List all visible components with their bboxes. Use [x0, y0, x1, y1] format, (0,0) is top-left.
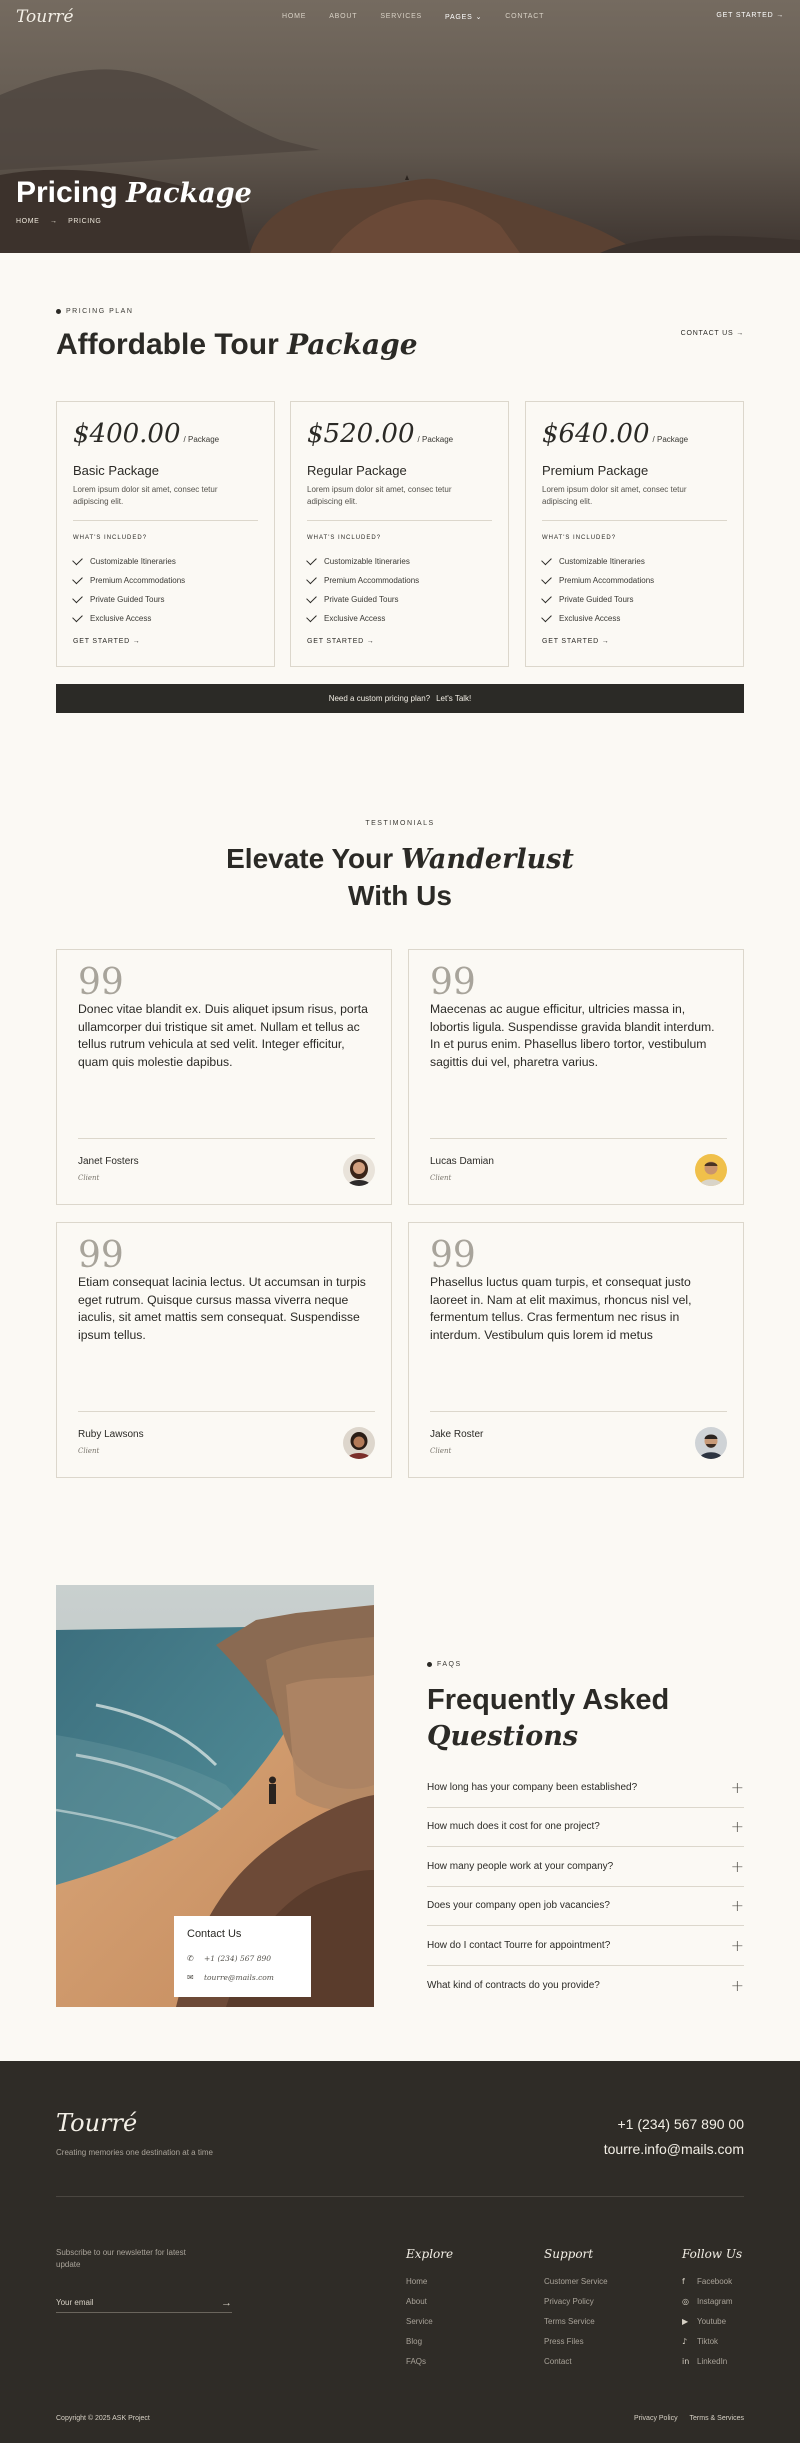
check-icon — [72, 611, 83, 622]
site-logo[interactable]: Tourré — [16, 7, 74, 27]
plan-description: Lorem ipsum dolor sit amet, consec tetur adipiscing elit. — [73, 485, 218, 506]
avatar — [343, 1154, 375, 1186]
footer-link-about[interactable]: About — [406, 2296, 427, 2306]
contact-phone-row[interactable] — [187, 1954, 271, 1963]
nav-pages[interactable] — [445, 13, 482, 21]
plan-feature — [73, 571, 185, 590]
divider — [56, 2196, 744, 2197]
footer-logo[interactable]: Tourré — [56, 2109, 138, 2137]
plan-price-per: / Package — [183, 435, 220, 444]
plan-feature-label: Private Guided Tours — [90, 595, 165, 604]
check-icon — [72, 573, 83, 584]
breadcrumb — [16, 218, 109, 225]
page-title-italic: Package — [126, 178, 252, 209]
check-icon — [306, 573, 317, 584]
contact-email: tourre@mails.com — [204, 1973, 274, 1982]
check-icon — [72, 554, 83, 565]
pricing-eyebrow-label: PRICING PLAN — [66, 308, 134, 315]
plus-icon: + — [730, 1817, 744, 1837]
footer — [0, 2061, 800, 2443]
tiktok-icon: ♪ — [682, 2336, 688, 2346]
privacy-policy-link[interactable]: Privacy Policy — [634, 2415, 678, 2422]
check-icon — [306, 554, 317, 565]
check-icon — [306, 592, 317, 603]
contact-card-title: Contact Us — [187, 1928, 242, 1940]
pricing-heading-plain: Affordable Tour — [56, 328, 279, 361]
plan-feature — [73, 609, 185, 628]
footer-link-facebook[interactable] — [682, 2271, 742, 2291]
newsletter-text: Subscribe to our newsletter for latest update — [56, 2248, 186, 2269]
faq-question: What kind of contracts do you provide? — [427, 1979, 600, 1991]
check-icon — [72, 592, 83, 603]
plan-feature-label: Premium Accommodations — [90, 576, 186, 585]
faq-list — [427, 1768, 744, 2005]
pricing-eyebrow — [56, 308, 133, 315]
testimonial-role: Client — [78, 1174, 100, 1182]
faq-item[interactable] — [427, 1887, 744, 1927]
testimonials-heading — [0, 841, 800, 914]
plan-feature-label: Private Guided Tours — [324, 595, 399, 604]
plan-feature-label: Customizable Itineraries — [90, 557, 176, 566]
contact-card — [174, 1916, 311, 1997]
page-title-plain: Pricing — [16, 176, 118, 209]
footer-tagline: Creating memories one destination at a time — [56, 2148, 213, 2157]
chevron-down-icon: ⌄ — [475, 14, 483, 21]
instagram-icon: ◎ — [682, 2296, 689, 2306]
plan-price-value: $640.00 — [542, 419, 650, 449]
social-label: Facebook — [697, 2276, 733, 2286]
faq-eyebrow — [427, 1661, 462, 1668]
plan-feature — [542, 590, 654, 609]
social-label: Youtube — [697, 2316, 727, 2326]
plan-feature-label: Exclusive Access — [559, 614, 621, 623]
footer-link-youtube[interactable] — [682, 2311, 742, 2331]
divider — [78, 1411, 375, 1412]
testimonial-author: Lucas Damian — [430, 1156, 494, 1167]
plan-name: Regular Package — [307, 463, 407, 478]
faq-item[interactable] — [427, 1847, 744, 1887]
testimonial-card — [56, 949, 392, 1205]
footer-legal-links — [624, 2415, 744, 2422]
divider — [78, 1138, 375, 1139]
check-icon — [306, 611, 317, 622]
pricing-card-premium — [525, 401, 744, 667]
nav-contact[interactable]: CONTACT — [505, 13, 545, 20]
testimonial-card — [408, 1222, 744, 1478]
faq-eyebrow-label: FAQS — [437, 1661, 462, 1668]
divider — [73, 520, 258, 521]
nav-about[interactable]: ABOUT — [329, 13, 358, 20]
nav-home[interactable]: HOME — [282, 13, 307, 20]
quote-icon: 99 — [78, 1235, 124, 1276]
plan-price — [73, 419, 219, 449]
footer-link-customer-service[interactable]: Customer Service — [544, 2276, 608, 2286]
plus-icon: + — [730, 1777, 744, 1797]
youtube-icon: ▶ — [682, 2316, 689, 2326]
faq-question: How do I contact Tourre for appointment? — [427, 1939, 611, 1951]
plan-feature-list — [542, 552, 654, 628]
footer-link-tiktok[interactable] — [682, 2331, 742, 2351]
testimonial-text: Phasellus luctus quam turpis, et consequat justo laoreet in. Nam at elit maximus, rhoncus nisl vel, fermentum tellus. Cras fermentum nec risus in interdum. Vestibulum quis lorem id metus — [430, 1275, 692, 1342]
plan-feature-label: Premium Accommodations — [324, 576, 420, 585]
contact-us-link[interactable]: CONTACT US → — [680, 330, 744, 337]
nav-pages-label: PAGES — [445, 14, 473, 21]
plan-get-started-button[interactable]: GET STARTED → — [542, 638, 610, 645]
plan-feature — [542, 571, 654, 590]
plan-feature — [307, 552, 419, 571]
bullet-dot-icon — [56, 309, 61, 314]
plan-name: Premium Package — [542, 463, 649, 478]
testimonials-eyebrow: TESTIMONIALS — [365, 820, 435, 827]
footer-link-home[interactable]: Home — [406, 2276, 428, 2286]
footer-link-contact[interactable]: Contact — [544, 2356, 572, 2366]
plan-feature-label: Exclusive Access — [324, 614, 386, 623]
faq-heading-italic: Questions — [427, 1721, 579, 1752]
newsletter-email-input[interactable] — [56, 2293, 232, 2313]
plan-feature — [307, 609, 419, 628]
footer-link-instagram[interactable] — [682, 2291, 742, 2311]
plan-feature — [542, 552, 654, 571]
footer-column-heading: Explore — [406, 2247, 454, 2261]
plus-icon: + — [730, 1856, 744, 1876]
footer-email[interactable]: tourre.info@mails.com — [603, 2141, 744, 2157]
plan-description: Lorem ipsum dolor sit amet, consec tetur adipiscing elit. — [307, 485, 452, 506]
footer-phone[interactable]: +1 (234) 567 890 00 — [617, 2116, 744, 2132]
plan-feature-label: Premium Accommodations — [559, 576, 655, 585]
check-icon — [541, 554, 552, 565]
contact-email-row[interactable] — [187, 1973, 274, 1982]
avatar — [343, 1427, 375, 1459]
testimonial-text: Etiam consequat lacinia lectus. Ut accumsan in turpis eget rutrum. Quisque cursus massa viverra neque iaculis, sit amet mattis sem consequat. Suspendisse ipsum tellus. — [78, 1275, 366, 1342]
plan-feature — [73, 590, 185, 609]
faq-question: How long has your company been established? — [427, 1781, 638, 1793]
pricing-heading-italic: Package — [287, 328, 418, 361]
faq-item[interactable] — [427, 1966, 744, 2006]
faq-item[interactable] — [427, 1926, 744, 1966]
divider — [430, 1138, 727, 1139]
faq-question: How many people work at your company? — [427, 1860, 614, 1872]
avatar — [695, 1427, 727, 1459]
testimonial-role: Client — [78, 1447, 100, 1455]
faq-item[interactable] — [427, 1768, 744, 1808]
facebook-icon: f — [682, 2276, 685, 2286]
plan-price — [307, 419, 453, 449]
faq-question: How much does it cost for one project? — [427, 1821, 600, 1833]
hero-background-image — [0, 0, 800, 253]
breadcrumb-home[interactable]: HOME — [16, 218, 40, 225]
nav-services[interactable]: SERVICES — [380, 13, 423, 20]
divider — [307, 520, 492, 521]
testimonials-heading-plain: Elevate Your — [226, 843, 394, 874]
testimonial-text: Donec vitae blandit ex. Duis aliquet ipsum risus, porta ullamcorper dui tristique sit amet. Nullam et tellus ac tellus rutrum vehicula at sed velit. Integer efficitur, quam quis molestie dapibus. — [78, 1002, 368, 1069]
testimonial-role: Client — [430, 1447, 452, 1455]
footer-link-linkedin[interactable] — [682, 2351, 742, 2371]
testimonials-heading-italic: Wanderlust — [400, 844, 574, 875]
divider — [430, 1411, 727, 1412]
custom-pricing-banner — [56, 684, 744, 713]
lets-talk-link[interactable]: Let's Talk! — [436, 694, 472, 703]
plan-price-value: $400.00 — [73, 419, 181, 449]
footer-link-terms-service[interactable]: Terms Service — [544, 2316, 595, 2326]
plan-feature-label: Exclusive Access — [90, 614, 152, 623]
copyright: Copyright © 2025 ASK Project — [56, 2415, 150, 2422]
header-get-started-button[interactable]: GET STARTED → — [716, 12, 784, 19]
testimonial-author: Ruby Lawsons — [78, 1429, 144, 1440]
plan-feature-label: Customizable Itineraries — [324, 557, 410, 566]
plus-icon: + — [730, 1896, 744, 1916]
pricing-card-basic — [56, 401, 275, 667]
footer-social-column — [682, 2247, 742, 2371]
linkedin-icon: in — [682, 2356, 690, 2366]
avatar — [695, 1154, 727, 1186]
check-icon — [541, 592, 552, 603]
footer-explore-column — [406, 2247, 453, 2371]
custom-pricing-text: Need a custom pricing plan? — [328, 694, 431, 703]
plan-feature — [307, 590, 419, 609]
plus-icon: + — [730, 1975, 744, 1995]
quote-icon: 99 — [430, 1235, 476, 1276]
footer-link-privacy-policy[interactable]: Privacy Policy — [544, 2296, 594, 2306]
footer-support-column — [544, 2247, 608, 2371]
arrow-right-icon: → — [49, 218, 58, 225]
footer-link-blog[interactable]: Blog — [406, 2336, 423, 2346]
plan-get-started-button[interactable]: GET STARTED → — [307, 638, 375, 645]
social-label: LinkedIn — [697, 2356, 728, 2366]
arrow-right-icon[interactable]: → — [221, 2296, 232, 2309]
plan-feature-label: Private Guided Tours — [559, 595, 634, 604]
phone-icon: ✆ — [187, 1954, 194, 1963]
testimonial-role: Client — [430, 1174, 452, 1182]
plan-feature — [542, 609, 654, 628]
testimonial-card — [408, 949, 744, 1205]
faq-item[interactable] — [427, 1808, 744, 1848]
quote-icon: 99 — [78, 962, 124, 1003]
plan-description: Lorem ipsum dolor sit amet, consec tetur adipiscing elit. — [542, 485, 687, 506]
quote-icon: 99 — [430, 962, 476, 1003]
footer-column-heading: Follow Us — [682, 2247, 743, 2261]
plan-get-started-button[interactable]: GET STARTED → — [73, 638, 141, 645]
testimonial-author: Jake Roster — [430, 1429, 484, 1440]
footer-link-service[interactable]: Service — [406, 2316, 433, 2326]
social-label: Instagram — [697, 2296, 733, 2306]
plan-included-label: WHAT'S INCLUDED? — [542, 535, 617, 541]
newsletter-placeholder: Your email — [56, 2298, 94, 2307]
plan-name: Basic Package — [73, 463, 159, 478]
check-icon — [541, 611, 552, 622]
plan-included-label: WHAT'S INCLUDED? — [307, 535, 382, 541]
pricing-card-regular — [290, 401, 509, 667]
terms-services-link[interactable]: Terms & Services — [689, 2415, 744, 2422]
main-nav — [282, 13, 567, 21]
plan-included-label: WHAT'S INCLUDED? — [73, 535, 148, 541]
plan-price-per: / Package — [417, 435, 454, 444]
check-icon — [541, 573, 552, 584]
faq-heading-plain: Frequently Asked — [427, 1684, 670, 1716]
testimonials-heading-line2: With Us — [348, 880, 452, 911]
footer-link-press-files[interactable]: Press Files — [544, 2336, 584, 2346]
pricing-heading — [56, 328, 418, 362]
testimonial-card — [56, 1222, 392, 1478]
plan-feature — [307, 571, 419, 590]
plan-price-value: $520.00 — [307, 419, 415, 449]
divider — [542, 520, 727, 521]
plan-feature-list — [73, 552, 185, 628]
plan-feature-label: Customizable Itineraries — [559, 557, 645, 566]
plan-price-per: / Package — [652, 435, 689, 444]
breadcrumb-current: PRICING — [68, 218, 102, 225]
faq-question: Does your company open job vacancies? — [427, 1900, 610, 1912]
testimonial-text: Maecenas ac augue efficitur, ultricies massa in, lobortis ligula. Suspendisse gravida blandit interdum. In et purus enim. Phasellus libero tortor, vestibulum sagittis dui vel, pharetra varius. — [430, 1002, 715, 1069]
plan-price — [542, 419, 688, 449]
plus-icon: + — [730, 1935, 744, 1955]
testimonial-author: Janet Fosters — [78, 1156, 139, 1167]
faq-heading — [427, 1682, 669, 1755]
contact-phone: +1 (234) 567 890 — [204, 1954, 272, 1963]
footer-column-heading: Support — [544, 2247, 594, 2261]
mail-icon: ✉ — [187, 1973, 194, 1982]
footer-link-faqs[interactable]: FAQs — [406, 2356, 427, 2366]
plan-feature-list — [307, 552, 419, 628]
hero-section — [0, 0, 800, 253]
plan-feature — [73, 552, 185, 571]
social-label: Tiktok — [697, 2336, 719, 2346]
page-title — [16, 176, 252, 210]
bullet-dot-icon — [427, 1662, 432, 1667]
